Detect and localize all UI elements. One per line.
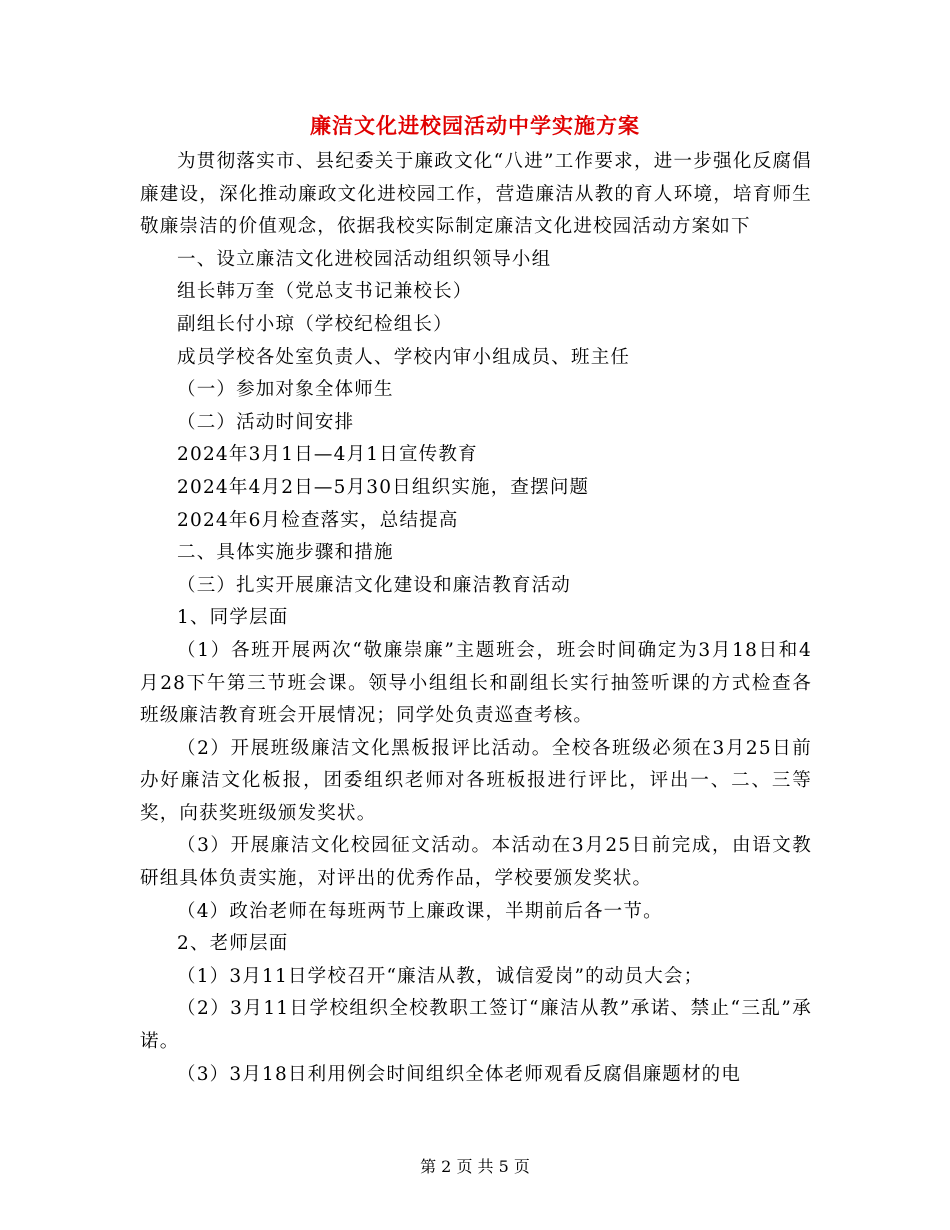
paragraph-student-item-2: （2）开展班级廉洁文化黑板报评比活动。全校各班级必须在3月25日前办好廉洁文化板报，团委组织老师对各班板报进行评比，评出一、二、三等奖，向获奖班级颁发奖状。 [140,737,812,824]
paragraph-schedule-2: 2024年4月2日—5月30日组织实施，查摆问题 [177,476,590,498]
paragraph-leader: 组长韩万奎（党总支书记兼校长） [177,281,473,303]
document-title: 廉洁文化进校园活动中学实施方案 [310,113,640,138]
paragraph-student-level: 1、同学层面 [177,607,289,629]
paragraph-teacher-item-1: （1）3月11日学校召开“廉洁从教，诚信爱岗”的动员大会； [177,965,704,987]
paragraph-deputy-leader: 副组长付小琼（学校纪检组长） [177,313,453,335]
page-number-footer: 第 2 页 共 5 页 [420,1157,530,1176]
section-heading-2: 二、具体实施步骤和措施 [177,542,394,564]
paragraph-schedule-1: 2024年3月1日—4月1日宣传教育 [177,444,478,466]
paragraph-teacher-item-2: （2）3月11日学校组织全校教职工签订“廉洁从教”承诺、禁止“三乱”承诺。 [140,998,812,1053]
paragraph-schedule-heading: （二）活动时间安排 [177,411,355,433]
paragraph-student-item-3: （3）开展廉洁文化校园征文活动。本活动在3月25日前完成，由语文教研组具体负责实施，对评出的优秀作品，学校要颁发奖状。 [140,835,812,890]
document-body [140,146,812,1091]
paragraph-intro: 为贯彻落实市、县纪委关于廉政文化“八进”工作要求，进一步强化反腐倡廉建设，深化推动廉政文化进校园工作，营造廉洁从教的育人环境，培育师生敬廉崇洁的价值观念，依据我校实际制定廉洁文化进校园活动方案如下 [140,151,812,238]
section-heading-1: 一、设立廉洁文化进校园活动组织领导小组 [177,248,552,270]
paragraph-teacher-level: 2、老师层面 [177,933,289,955]
paragraph-teacher-item-3: （3）3月18日利用例会时间组织全体老师观看反腐倡廉题材的电 [177,1063,742,1085]
paragraph-subheading-3: （三）扎实开展廉洁文化建设和廉洁教育活动 [177,574,572,596]
paragraph-participants: （一）参加对象全体师生 [177,379,394,401]
paragraph-schedule-3: 2024年6月检查落实，总结提高 [177,509,459,531]
paragraph-student-item-1: （1）各班开展两次“敬廉崇廉”主题班会，班会时间确定为3月18日和4月28下午第三节班会课。领导小组组长和副组长实行抽签听课的方式检查各班级廉洁教育班会开展情况；同学处负责巡查考核。 [140,639,812,727]
paragraph-members: 成员学校各处室负责人、学校内审小组成员、班主任 [177,346,631,368]
paragraph-student-item-4: （4）政治老师在每班两节上廉政课，半期前后各一节。 [177,900,663,922]
